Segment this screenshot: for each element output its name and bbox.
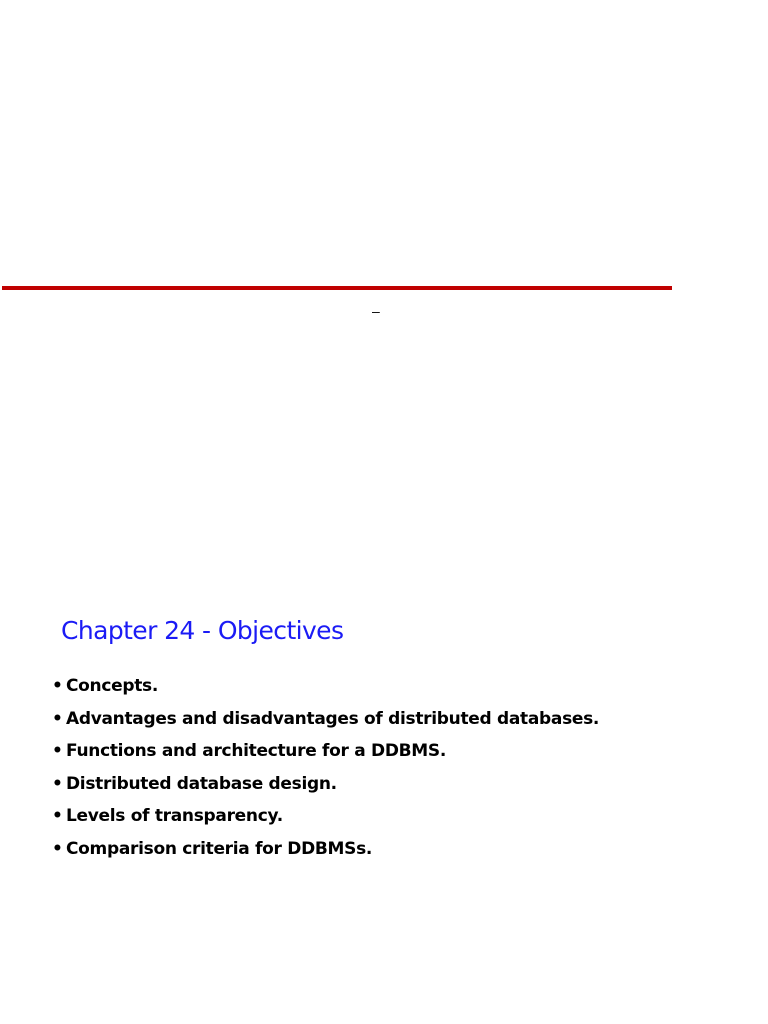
list-item <box>52 770 599 803</box>
list-item <box>52 835 599 868</box>
bullet-icon: • <box>52 708 63 729</box>
bullet-icon: • <box>52 773 63 794</box>
slide-title: Chapter 24 - Objectives <box>61 616 344 645</box>
objectives-list <box>52 672 599 868</box>
bullet-icon: • <box>52 806 63 827</box>
bullet-icon: • <box>52 838 63 859</box>
objective-text: Functions and architecture for a DDBMS. <box>66 741 447 762</box>
objective-text: Advantages and disadvantages of distributed databases. <box>66 708 600 729</box>
dash-mark: – <box>372 303 380 319</box>
objective-text: Concepts. <box>66 676 159 696</box>
objective-text: Levels of transparency. <box>66 806 283 827</box>
list-item <box>52 705 599 738</box>
list-item <box>52 737 599 770</box>
list-item <box>52 672 599 705</box>
objective-text: Comparison criteria for DDBMSs. <box>66 838 373 859</box>
objective-text: Distributed database design. <box>66 773 337 794</box>
red-divider-line <box>2 286 672 290</box>
bullet-icon: • <box>52 741 63 762</box>
list-item <box>52 802 599 835</box>
bullet-icon: • <box>52 676 63 696</box>
